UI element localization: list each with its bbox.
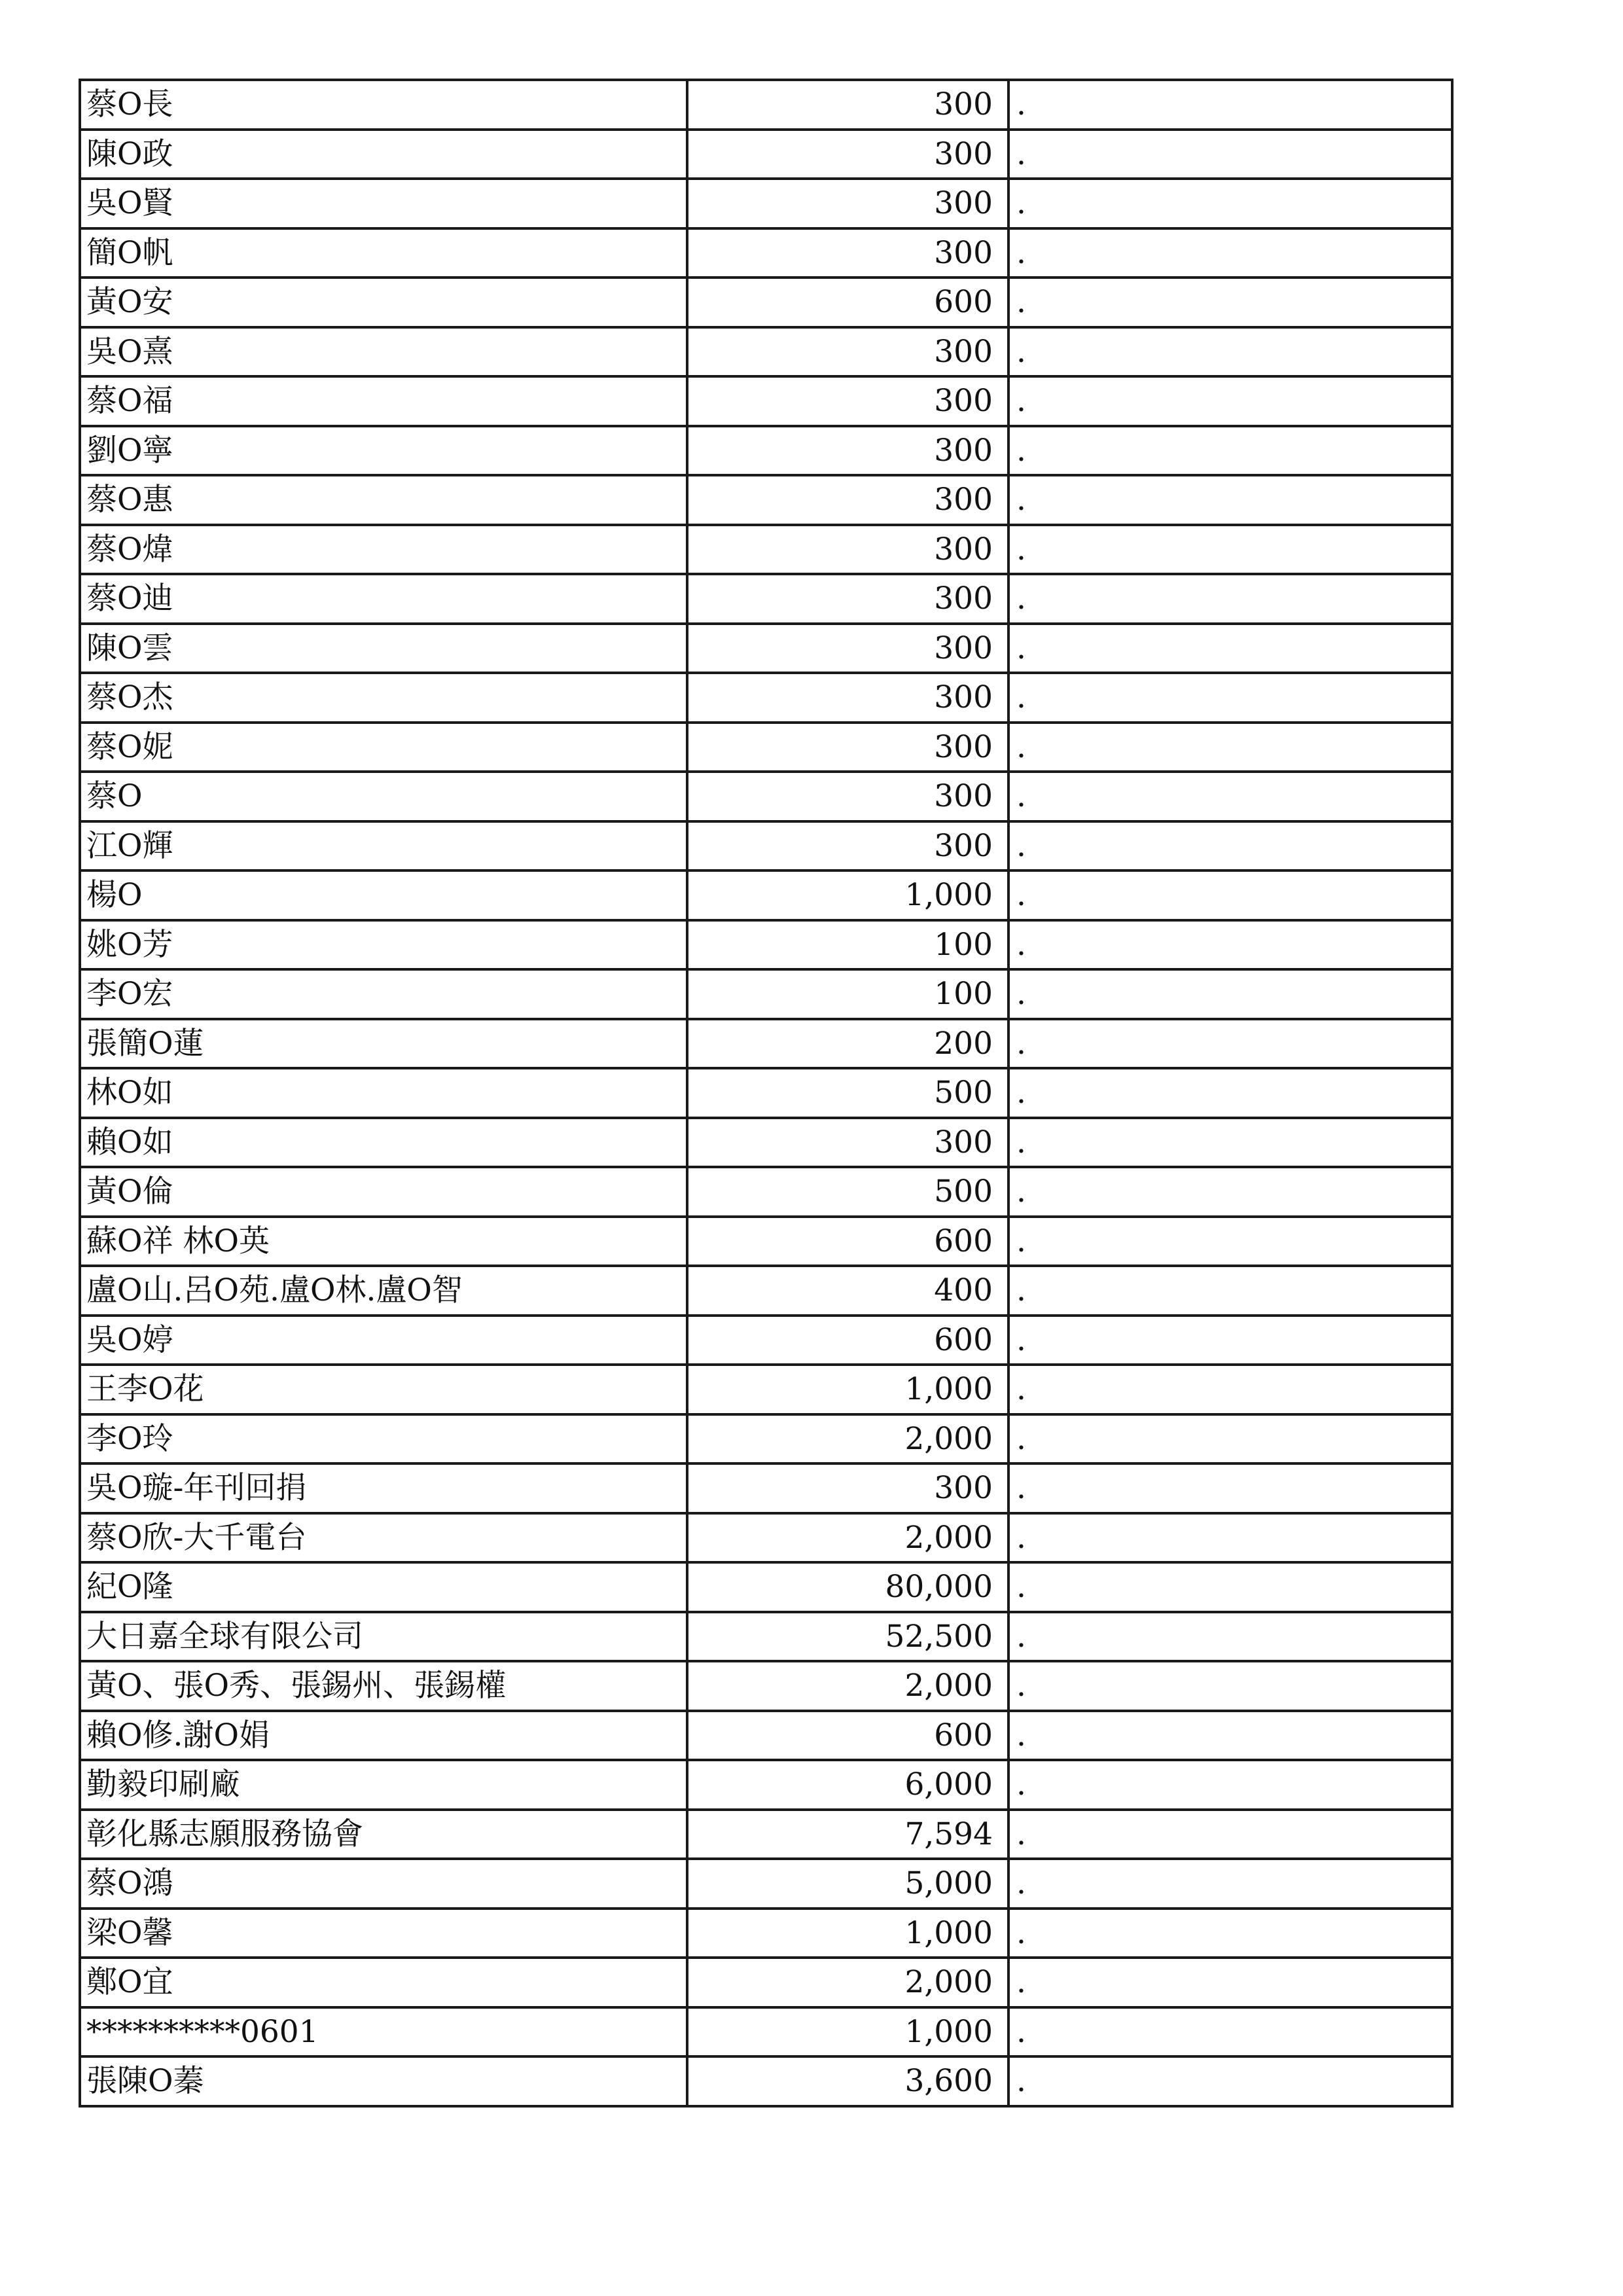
donor-name-cell: 簡O帆	[80, 228, 687, 278]
note-cell: .	[1008, 278, 1452, 327]
note-cell: .	[1008, 475, 1452, 525]
amount-cell: 300	[687, 80, 1008, 130]
amount-cell: 300	[687, 772, 1008, 821]
note-cell: .	[1008, 525, 1452, 575]
amount-cell: 200	[687, 1019, 1008, 1069]
donor-name-cell: 江O輝	[80, 821, 687, 871]
table-row	[80, 2007, 1452, 2057]
amount-cell: 300	[687, 228, 1008, 278]
table-row	[80, 426, 1452, 476]
donor-name-cell: 黃O安	[80, 278, 687, 327]
donor-name-cell: 盧O山.呂O苑.盧O林.盧O智	[80, 1266, 687, 1316]
amount-cell: 1,000	[687, 870, 1008, 920]
donor-name-cell: 蔡O惠	[80, 475, 687, 525]
donor-name-cell: 王李O花	[80, 1365, 687, 1414]
donor-name-cell: 蔡O妮	[80, 723, 687, 772]
donor-name-cell: 劉O寧	[80, 426, 687, 476]
donor-name-cell: 張陳O蓁	[80, 2056, 687, 2106]
donor-name-cell: 紀O隆	[80, 1562, 687, 1612]
table-row	[80, 574, 1452, 624]
note-cell: .	[1008, 130, 1452, 179]
donor-name-cell: 陳O雲	[80, 624, 687, 673]
donor-name-cell: 蔡O	[80, 772, 687, 821]
table-row	[80, 228, 1452, 278]
amount-cell: 2,000	[687, 1661, 1008, 1711]
note-cell: .	[1008, 1365, 1452, 1414]
table-row	[80, 130, 1452, 179]
donor-name-cell: 蔡O欣-大千電台	[80, 1513, 687, 1563]
donor-name-cell: 蔡O鴻	[80, 1859, 687, 1909]
amount-cell: 600	[687, 1316, 1008, 1365]
donor-name-cell: 陳O政	[80, 130, 687, 179]
note-cell: .	[1008, 1909, 1452, 1958]
amount-cell: 80,000	[687, 1562, 1008, 1612]
note-cell: .	[1008, 1562, 1452, 1612]
donor-name-cell: 賴O修.謝O娟	[80, 1711, 687, 1761]
amount-cell: 3,600	[687, 2056, 1008, 2106]
note-cell: .	[1008, 1118, 1452, 1168]
donor-name-cell: 吳O熹	[80, 327, 687, 377]
table-row	[80, 1909, 1452, 1958]
table-row	[80, 1463, 1452, 1513]
note-cell: .	[1008, 1513, 1452, 1563]
note-cell: .	[1008, 1958, 1452, 2007]
table-row	[80, 624, 1452, 673]
amount-cell: 300	[687, 821, 1008, 871]
amount-cell: 600	[687, 1217, 1008, 1266]
amount-cell: 1,000	[687, 2007, 1008, 2057]
table-row	[80, 327, 1452, 377]
note-cell: .	[1008, 1612, 1452, 1662]
table-row	[80, 1711, 1452, 1761]
table-row	[80, 376, 1452, 426]
table-row	[80, 1562, 1452, 1612]
amount-cell: 1,000	[687, 1365, 1008, 1414]
note-cell: .	[1008, 1711, 1452, 1761]
amount-cell: 300	[687, 574, 1008, 624]
amount-cell: 300	[687, 723, 1008, 772]
donor-name-cell: 吳O婷	[80, 1316, 687, 1365]
donor-name-cell: 鄭O宜	[80, 1958, 687, 2007]
table-row	[80, 1266, 1452, 1316]
donor-name-cell: 勤毅印刷廠	[80, 1760, 687, 1810]
note-cell: .	[1008, 574, 1452, 624]
note-cell: .	[1008, 1068, 1452, 1118]
table-row	[80, 920, 1452, 970]
note-cell: .	[1008, 1266, 1452, 1316]
donor-name-cell: 彰化縣志願服務協會	[80, 1810, 687, 1859]
donor-name-cell: 黃O、張O秀、張錫州、張錫權	[80, 1661, 687, 1711]
amount-cell: 300	[687, 1118, 1008, 1168]
donor-name-cell: 蔡O煒	[80, 525, 687, 575]
note-cell: .	[1008, 969, 1452, 1019]
amount-cell: 500	[687, 1068, 1008, 1118]
donor-name-cell: 蔡O長	[80, 80, 687, 130]
amount-cell: 300	[687, 624, 1008, 673]
table-row	[80, 475, 1452, 525]
note-cell: .	[1008, 723, 1452, 772]
table-row	[80, 821, 1452, 871]
note-cell: .	[1008, 1414, 1452, 1464]
note-cell: .	[1008, 870, 1452, 920]
note-cell: .	[1008, 821, 1452, 871]
donor-name-cell: 吳O賢	[80, 179, 687, 228]
amount-cell: 300	[687, 179, 1008, 228]
note-cell: .	[1008, 1810, 1452, 1859]
table-row	[80, 179, 1452, 228]
table-row	[80, 969, 1452, 1019]
amount-cell: 400	[687, 1266, 1008, 1316]
amount-cell: 7,594	[687, 1810, 1008, 1859]
donor-name-cell: 蔡O迪	[80, 574, 687, 624]
amount-cell: 300	[687, 475, 1008, 525]
donor-name-cell: 吳O璇-年刊回捐	[80, 1463, 687, 1513]
note-cell: .	[1008, 1316, 1452, 1365]
note-cell: .	[1008, 1167, 1452, 1217]
table-row	[80, 1760, 1452, 1810]
amount-cell: 52,500	[687, 1612, 1008, 1662]
donor-name-cell: 大日嘉全球有限公司	[80, 1612, 687, 1662]
donor-name-cell: 姚O芳	[80, 920, 687, 970]
table-row	[80, 1513, 1452, 1563]
donor-name-cell: 李O宏	[80, 969, 687, 1019]
table-row	[80, 278, 1452, 327]
donation-table-body	[80, 80, 1452, 2106]
table-row	[80, 1612, 1452, 1662]
amount-cell: 5,000	[687, 1859, 1008, 1909]
note-cell: .	[1008, 624, 1452, 673]
table-row	[80, 1118, 1452, 1168]
amount-cell: 100	[687, 969, 1008, 1019]
amount-cell: 300	[687, 673, 1008, 723]
amount-cell: 300	[687, 376, 1008, 426]
note-cell: .	[1008, 1760, 1452, 1810]
donor-name-cell: 楊O	[80, 870, 687, 920]
table-row	[80, 870, 1452, 920]
note-cell: .	[1008, 673, 1452, 723]
amount-cell: 2,000	[687, 1513, 1008, 1563]
amount-cell: 2,000	[687, 1958, 1008, 2007]
donor-name-cell: **********0601	[80, 2007, 687, 2057]
donor-name-cell: 蔡O杰	[80, 673, 687, 723]
donor-name-cell: 賴O如	[80, 1118, 687, 1168]
amount-cell: 1,000	[687, 1909, 1008, 1958]
note-cell: .	[1008, 2007, 1452, 2057]
table-row	[80, 1167, 1452, 1217]
note-cell: .	[1008, 376, 1452, 426]
donor-name-cell: 張簡O蓮	[80, 1019, 687, 1069]
amount-cell: 100	[687, 920, 1008, 970]
donation-table	[79, 79, 1454, 2108]
amount-cell: 300	[687, 525, 1008, 575]
table-row	[80, 1365, 1452, 1414]
table-row	[80, 772, 1452, 821]
note-cell: .	[1008, 1463, 1452, 1513]
table-row	[80, 1859, 1452, 1909]
note-cell: .	[1008, 1019, 1452, 1069]
table-row	[80, 1958, 1452, 2007]
donor-name-cell: 蔡O福	[80, 376, 687, 426]
table-row	[80, 1217, 1452, 1266]
donor-name-cell: 李O玲	[80, 1414, 687, 1464]
amount-cell: 300	[687, 1463, 1008, 1513]
donor-name-cell: 蘇O祥 林O英	[80, 1217, 687, 1266]
amount-cell: 2,000	[687, 1414, 1008, 1464]
amount-cell: 300	[687, 130, 1008, 179]
note-cell: .	[1008, 1859, 1452, 1909]
note-cell: .	[1008, 80, 1452, 130]
table-row	[80, 1810, 1452, 1859]
note-cell: .	[1008, 920, 1452, 970]
amount-cell: 300	[687, 426, 1008, 476]
amount-cell: 300	[687, 327, 1008, 377]
note-cell: .	[1008, 179, 1452, 228]
note-cell: .	[1008, 1217, 1452, 1266]
note-cell: .	[1008, 772, 1452, 821]
table-row	[80, 673, 1452, 723]
table-row	[80, 80, 1452, 130]
table-row	[80, 1414, 1452, 1464]
table-row	[80, 1316, 1452, 1365]
donor-name-cell: 黃O倫	[80, 1167, 687, 1217]
table-row	[80, 1068, 1452, 1118]
note-cell: .	[1008, 327, 1452, 377]
donor-name-cell: 林O如	[80, 1068, 687, 1118]
amount-cell: 500	[687, 1167, 1008, 1217]
table-row	[80, 2056, 1452, 2106]
note-cell: .	[1008, 2056, 1452, 2106]
table-row	[80, 1661, 1452, 1711]
note-cell: .	[1008, 426, 1452, 476]
table-row	[80, 525, 1452, 575]
note-cell: .	[1008, 228, 1452, 278]
table-row	[80, 723, 1452, 772]
amount-cell: 600	[687, 1711, 1008, 1761]
table-row	[80, 1019, 1452, 1069]
donor-name-cell: 梁O馨	[80, 1909, 687, 1958]
note-cell: .	[1008, 1661, 1452, 1711]
amount-cell: 600	[687, 278, 1008, 327]
amount-cell: 6,000	[687, 1760, 1008, 1810]
